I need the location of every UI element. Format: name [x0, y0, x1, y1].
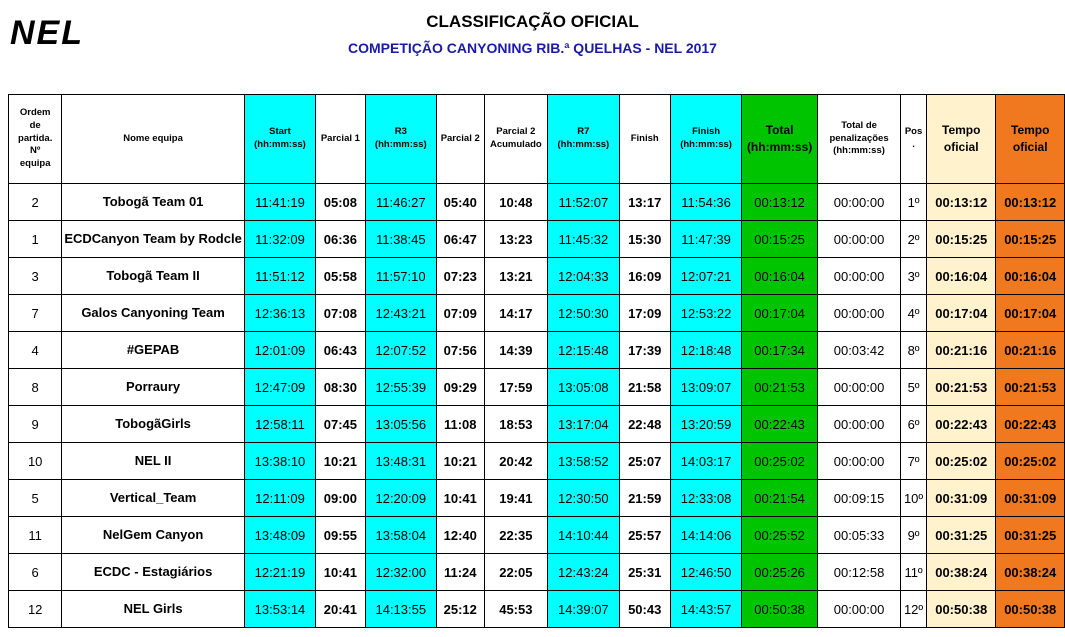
table-row — [9, 221, 1065, 258]
cell-official-time-cream: 00:21:53 — [927, 369, 996, 406]
cell-total: 00:21:54 — [742, 480, 818, 517]
column-header-line: Acumulado — [489, 139, 542, 150]
cell-finish: 22:48 — [619, 406, 670, 443]
column-header-line: equipa — [19, 158, 51, 170]
cell-finish-time: 12:33:08 — [670, 480, 741, 517]
cell-parcial-2: 10:41 — [436, 480, 484, 517]
cell-r3: 12:07:52 — [365, 332, 436, 369]
nel-logo-text: NEL — [10, 14, 84, 50]
column-header-finish — [619, 95, 670, 184]
cell-parcial-2-acumulado: 22:35 — [484, 517, 548, 554]
cell-parcial-2: 05:40 — [436, 184, 484, 221]
cell-parcial-2: 11:08 — [436, 406, 484, 443]
cell-official-time-cream: 00:15:25 — [927, 221, 996, 258]
column-header-line: Nº — [30, 145, 41, 157]
cell-finish: 25:07 — [619, 443, 670, 480]
cell-official-time-orange: 00:15:25 — [996, 221, 1065, 258]
cell-parcial-2-acumulado: 45:53 — [484, 591, 548, 628]
column-header-line: Nome equipa — [123, 132, 183, 144]
cell-parcial-1: 09:00 — [316, 480, 365, 517]
column-header-line: Finish — [630, 132, 659, 144]
table-row — [9, 332, 1065, 369]
cell-parcial-2: 07:56 — [436, 332, 484, 369]
cell-position: 3º — [901, 258, 927, 295]
cell-order: 12 — [9, 591, 62, 628]
cell-parcial-2-acumulado: 14:17 — [484, 295, 548, 332]
cell-start: 11:51:12 — [244, 258, 315, 295]
cell-total: 00:16:04 — [742, 258, 818, 295]
column-header-r3 — [365, 95, 436, 184]
cell-penalties: 00:00:00 — [817, 295, 900, 332]
cell-start: 12:36:13 — [244, 295, 315, 332]
cell-official-time-orange: 00:38:24 — [996, 554, 1065, 591]
cell-start: 12:58:11 — [244, 406, 315, 443]
cell-parcial-1: 06:36 — [316, 221, 365, 258]
cell-official-time-cream: 00:16:04 — [927, 258, 996, 295]
cell-parcial-2: 11:24 — [436, 554, 484, 591]
column-header-line: (hh:mm:ss) — [680, 139, 732, 150]
cell-parcial-2-acumulado: 20:42 — [484, 443, 548, 480]
cell-order: 5 — [9, 480, 62, 517]
column-header-line: R3 — [394, 126, 407, 138]
cell-finish: 50:43 — [619, 591, 670, 628]
cell-r3: 12:55:39 — [365, 369, 436, 406]
table-row — [9, 554, 1065, 591]
cell-position: 8º — [901, 332, 927, 369]
cell-parcial-2: 06:47 — [436, 221, 484, 258]
cell-finish-time: 12:07:21 — [670, 258, 741, 295]
cell-parcial-2: 12:40 — [436, 517, 484, 554]
cell-position: 12º — [901, 591, 927, 628]
table-row — [9, 480, 1065, 517]
cell-penalties: 00:00:00 — [817, 184, 900, 221]
cell-order: 3 — [9, 258, 62, 295]
cell-start: 13:48:09 — [244, 517, 315, 554]
column-header-line: . — [912, 139, 915, 150]
column-header-line: Pos — [904, 126, 923, 138]
cell-parcial-1: 10:41 — [316, 554, 365, 591]
cell-official-time-cream: 00:38:24 — [927, 554, 996, 591]
cell-r7: 13:05:08 — [548, 369, 619, 406]
cell-start: 11:32:09 — [244, 221, 315, 258]
cell-penalties: 00:00:00 — [817, 443, 900, 480]
cell-official-time-orange: 00:22:43 — [996, 406, 1065, 443]
cell-parcial-1: 05:58 — [316, 258, 365, 295]
column-header-line: Total — [765, 123, 794, 138]
cell-parcial-2: 25:12 — [436, 591, 484, 628]
cell-parcial-2-acumulado: 17:59 — [484, 369, 548, 406]
cell-parcial-1: 06:43 — [316, 332, 365, 369]
column-header-position — [901, 95, 927, 184]
cell-finish-time: 12:18:48 — [670, 332, 741, 369]
cell-official-time-orange: 00:31:09 — [996, 480, 1065, 517]
cell-penalties: 00:05:33 — [817, 517, 900, 554]
column-header-parcial-1 — [316, 95, 365, 184]
table-row — [9, 443, 1065, 480]
results-table — [8, 94, 1065, 628]
cell-position: 1º — [901, 184, 927, 221]
cell-parcial-2: 09:29 — [436, 369, 484, 406]
cell-penalties: 00:09:15 — [817, 480, 900, 517]
cell-order: 7 — [9, 295, 62, 332]
column-header-start — [244, 95, 315, 184]
cell-team-name: Tobogã Team II — [62, 258, 244, 295]
column-header-finish-time — [670, 95, 741, 184]
column-header-parcial-2-acumulado — [484, 95, 548, 184]
column-header-line: Ordem — [19, 106, 51, 118]
cell-parcial-2: 07:09 — [436, 295, 484, 332]
cell-order: 4 — [9, 332, 62, 369]
cell-finish-time: 11:54:36 — [670, 184, 741, 221]
cell-position: 6º — [901, 406, 927, 443]
cell-start: 12:21:19 — [244, 554, 315, 591]
cell-parcial-1: 08:30 — [316, 369, 365, 406]
cell-parcial-2-acumulado: 19:41 — [484, 480, 548, 517]
cell-finish: 21:59 — [619, 480, 670, 517]
cell-finish-time: 12:53:22 — [670, 295, 741, 332]
cell-parcial-2-acumulado: 13:21 — [484, 258, 548, 295]
table-row — [9, 406, 1065, 443]
cell-order: 11 — [9, 517, 62, 554]
cell-finish: 15:30 — [619, 221, 670, 258]
column-header-line: Finish — [692, 126, 721, 138]
cell-official-time-cream: 00:50:38 — [927, 591, 996, 628]
cell-parcial-2-acumulado: 10:48 — [484, 184, 548, 221]
cell-r3: 11:46:27 — [365, 184, 436, 221]
cell-total: 00:15:25 — [742, 221, 818, 258]
cell-official-time-orange: 00:17:04 — [996, 295, 1065, 332]
cell-official-time-orange: 00:16:04 — [996, 258, 1065, 295]
cell-official-time-cream: 00:22:43 — [927, 406, 996, 443]
cell-r7: 13:58:52 — [548, 443, 619, 480]
cell-official-time-orange: 00:13:12 — [996, 184, 1065, 221]
cell-total: 00:50:38 — [742, 591, 818, 628]
table-body — [9, 184, 1065, 628]
cell-parcial-1: 07:08 — [316, 295, 365, 332]
table-row — [9, 258, 1065, 295]
cell-finish-time: 14:03:17 — [670, 443, 741, 480]
column-header-line: (hh:mm:ss) — [833, 145, 885, 157]
cell-r7: 11:45:32 — [548, 221, 619, 258]
cell-start: 12:01:09 — [244, 332, 315, 369]
cell-parcial-2-acumulado: 14:39 — [484, 332, 548, 369]
cell-official-time-orange: 00:25:02 — [996, 443, 1065, 480]
cell-total: 00:21:53 — [742, 369, 818, 406]
cell-r7: 11:52:07 — [548, 184, 619, 221]
cell-penalties: 00:12:58 — [817, 554, 900, 591]
column-header-line: Parcial 1 — [320, 132, 360, 144]
cell-penalties: 00:00:00 — [817, 369, 900, 406]
cell-r3: 11:57:10 — [365, 258, 436, 295]
cell-r7: 12:15:48 — [548, 332, 619, 369]
cell-finish: 25:57 — [619, 517, 670, 554]
cell-finish: 16:09 — [619, 258, 670, 295]
cell-team-name: #GEPAB — [62, 332, 244, 369]
page-subtitle: COMPETIÇÃO CANYONING RIB.ª QUELHAS - NEL 2017 — [348, 40, 717, 56]
cell-r3: 14:13:55 — [365, 591, 436, 628]
cell-total: 00:13:12 — [742, 184, 818, 221]
cell-r3: 13:58:04 — [365, 517, 436, 554]
column-header-r7 — [548, 95, 619, 184]
column-header-line: Tempo — [1011, 123, 1050, 138]
column-header-line: oficial — [943, 140, 979, 154]
cell-position: 4º — [901, 295, 927, 332]
cell-official-time-orange: 00:21:16 — [996, 332, 1065, 369]
column-header-order — [9, 95, 62, 184]
cell-start: 12:47:09 — [244, 369, 315, 406]
cell-r3: 11:38:45 — [365, 221, 436, 258]
column-header-line: (hh:mm:ss) — [557, 139, 610, 150]
column-header-line: R7 — [577, 126, 590, 138]
column-header-team-name — [62, 95, 244, 184]
column-header-parcial-2 — [436, 95, 484, 184]
column-header-total — [742, 95, 818, 184]
cell-finish-time: 14:43:57 — [670, 591, 741, 628]
cell-parcial-2-acumulado: 22:05 — [484, 554, 548, 591]
column-header-line: penalizações — [829, 132, 889, 144]
column-header-line: Parcial 2 — [496, 126, 536, 138]
cell-total: 00:25:02 — [742, 443, 818, 480]
cell-official-time-cream: 00:25:02 — [927, 443, 996, 480]
cell-start: 13:38:10 — [244, 443, 315, 480]
cell-team-name: NEL Girls — [62, 591, 244, 628]
cell-finish: 25:31 — [619, 554, 670, 591]
cell-official-time-cream: 00:31:25 — [927, 517, 996, 554]
cell-parcial-1: 10:21 — [316, 443, 365, 480]
cell-total: 00:17:04 — [742, 295, 818, 332]
cell-official-time-orange: 00:31:25 — [996, 517, 1065, 554]
cell-order: 9 — [9, 406, 62, 443]
column-header-line: (hh:mm:ss) — [254, 139, 306, 150]
cell-finish-time: 11:47:39 — [670, 221, 741, 258]
cell-finish-time: 12:46:50 — [670, 554, 741, 591]
cell-team-name: ECDCanyon Team by Rodcle — [62, 221, 244, 258]
cell-order: 6 — [9, 554, 62, 591]
column-header-line: Start — [269, 126, 291, 138]
cell-team-name: NelGem Canyon — [62, 517, 244, 554]
table-row — [9, 295, 1065, 332]
header-row — [9, 95, 1065, 184]
cell-parcial-2-acumulado: 18:53 — [484, 406, 548, 443]
column-header-line: Parcial 2 — [440, 132, 480, 144]
cell-order: 1 — [9, 221, 62, 258]
cell-position: 7º — [901, 443, 927, 480]
cell-team-name: NEL II — [62, 443, 244, 480]
column-header-line: Tempo — [942, 123, 981, 138]
cell-r7: 12:04:33 — [548, 258, 619, 295]
cell-start: 11:41:19 — [244, 184, 315, 221]
table-row — [9, 591, 1065, 628]
cell-order: 10 — [9, 443, 62, 480]
cell-start: 12:11:09 — [244, 480, 315, 517]
cell-r7: 12:30:50 — [548, 480, 619, 517]
cell-parcial-1: 20:41 — [316, 591, 365, 628]
column-header-line: (hh:mm:ss) — [746, 140, 813, 154]
cell-official-time-cream: 00:31:09 — [927, 480, 996, 517]
cell-r3: 13:48:31 — [365, 443, 436, 480]
cell-parcial-1: 07:45 — [316, 406, 365, 443]
column-header-penalties — [817, 95, 900, 184]
cell-parcial-2: 10:21 — [436, 443, 484, 480]
cell-penalties: 00:00:00 — [817, 406, 900, 443]
cell-total: 00:22:43 — [742, 406, 818, 443]
cell-penalties: 00:00:00 — [817, 258, 900, 295]
cell-team-name: TobogãGirls — [62, 406, 244, 443]
cell-r7: 13:17:04 — [548, 406, 619, 443]
cell-finish: 17:39 — [619, 332, 670, 369]
cell-order: 8 — [9, 369, 62, 406]
cell-position: 5º — [901, 369, 927, 406]
column-header-official-time-orange — [996, 95, 1065, 184]
cell-position: 2º — [901, 221, 927, 258]
column-header-line: partida. — [18, 132, 53, 144]
cell-finish-time: 14:14:06 — [670, 517, 741, 554]
cell-finish: 17:09 — [619, 295, 670, 332]
cell-position: 9º — [901, 517, 927, 554]
cell-penalties: 00:00:00 — [817, 591, 900, 628]
table-row — [9, 517, 1065, 554]
cell-finish-time: 13:20:59 — [670, 406, 741, 443]
cell-parcial-2: 07:23 — [436, 258, 484, 295]
cell-position: 10º — [901, 480, 927, 517]
cell-finish: 13:17 — [619, 184, 670, 221]
cell-team-name: Porraury — [62, 369, 244, 406]
cell-penalties: 00:00:00 — [817, 221, 900, 258]
cell-r7: 14:39:07 — [548, 591, 619, 628]
cell-penalties: 00:03:42 — [817, 332, 900, 369]
cell-parcial-1: 05:08 — [316, 184, 365, 221]
cell-official-time-cream: 00:13:12 — [927, 184, 996, 221]
cell-r3: 12:43:21 — [365, 295, 436, 332]
table-row — [9, 184, 1065, 221]
column-header-line: de — [29, 119, 41, 131]
cell-total: 00:25:26 — [742, 554, 818, 591]
cell-finish: 21:58 — [619, 369, 670, 406]
cell-r3: 13:05:56 — [365, 406, 436, 443]
cell-total: 00:17:34 — [742, 332, 818, 369]
cell-r7: 12:43:24 — [548, 554, 619, 591]
cell-parcial-1: 09:55 — [316, 517, 365, 554]
cell-official-time-cream: 00:21:16 — [927, 332, 996, 369]
column-header-line: oficial — [1012, 140, 1048, 154]
cell-start: 13:53:14 — [244, 591, 315, 628]
cell-official-time-cream: 00:17:04 — [927, 295, 996, 332]
cell-r3: 12:32:00 — [365, 554, 436, 591]
cell-team-name: Tobogã Team 01 — [62, 184, 244, 221]
column-header-line: (hh:mm:ss) — [374, 139, 427, 150]
cell-order: 2 — [9, 184, 62, 221]
cell-position: 11º — [901, 554, 927, 591]
cell-team-name: Vertical_Team — [62, 480, 244, 517]
cell-parcial-2-acumulado: 13:23 — [484, 221, 548, 258]
table-row — [9, 369, 1065, 406]
cell-r7: 14:10:44 — [548, 517, 619, 554]
cell-finish-time: 13:09:07 — [670, 369, 741, 406]
column-header-official-time-cream — [927, 95, 996, 184]
cell-total: 00:25:52 — [742, 517, 818, 554]
cell-official-time-orange: 00:50:38 — [996, 591, 1065, 628]
page-title: CLASSIFICAÇÃO OFICIAL — [426, 12, 639, 31]
cell-r3: 12:20:09 — [365, 480, 436, 517]
cell-r7: 12:50:30 — [548, 295, 619, 332]
cell-team-name: Galos Canyoning Team — [62, 295, 244, 332]
column-header-line: Total de — [841, 119, 877, 131]
cell-official-time-orange: 00:21:53 — [996, 369, 1065, 406]
cell-team-name: ECDC - Estagiários — [62, 554, 244, 591]
